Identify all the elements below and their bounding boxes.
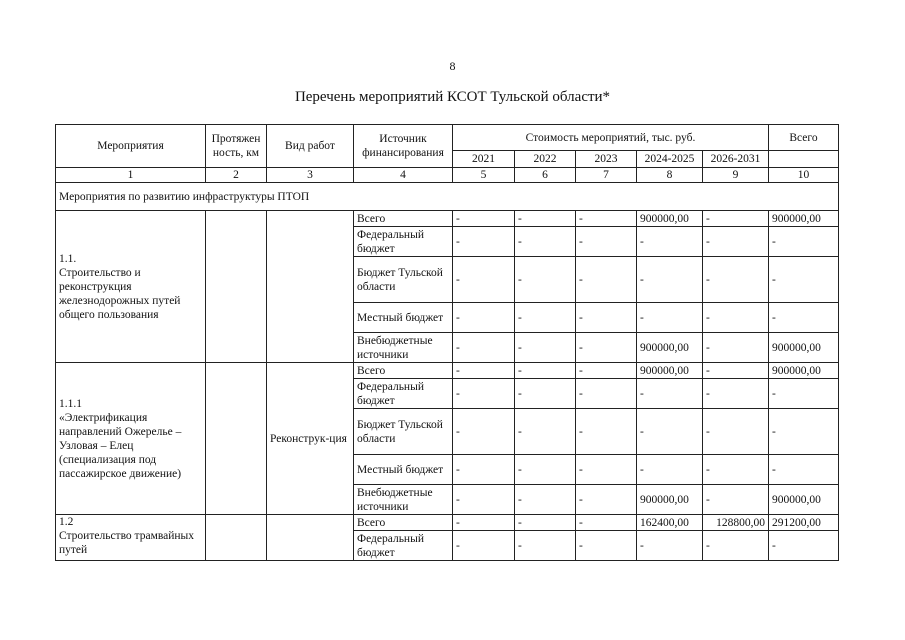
- header-cost: Стоимость мероприятий, тыс. руб.: [453, 125, 769, 151]
- source-cell: Бюджет Тульской области: [354, 257, 453, 303]
- column-number: 5: [453, 168, 515, 183]
- column-number: 4: [354, 168, 453, 183]
- value-cell: -: [453, 227, 515, 257]
- value-cell: -: [637, 257, 703, 303]
- header-source: Источник финансирования: [354, 125, 453, 168]
- header-worktype: Вид работ: [267, 125, 354, 168]
- header-year: 2021: [453, 151, 515, 168]
- value-cell: -: [703, 485, 769, 515]
- source-cell: Федеральный бюджет: [354, 531, 453, 561]
- length-cell: [206, 211, 267, 363]
- value-cell: -: [453, 531, 515, 561]
- source-cell: Местный бюджет: [354, 303, 453, 333]
- value-cell: -: [453, 257, 515, 303]
- value-cell: -: [576, 257, 637, 303]
- length-cell: [206, 363, 267, 515]
- value-cell: -: [515, 485, 576, 515]
- value-cell: -: [576, 515, 637, 531]
- value-cell: -: [769, 531, 839, 561]
- source-cell: Местный бюджет: [354, 455, 453, 485]
- value-cell: -: [515, 455, 576, 485]
- source-cell: Внебюджетные источники: [354, 333, 453, 363]
- header-total-spacer: [769, 151, 839, 168]
- column-number: 7: [576, 168, 637, 183]
- value-cell: -: [576, 333, 637, 363]
- header-year: 2022: [515, 151, 576, 168]
- value-cell: -: [637, 379, 703, 409]
- value-cell: -: [576, 363, 637, 379]
- value-cell: -: [769, 257, 839, 303]
- column-number: 3: [267, 168, 354, 183]
- value-cell: -: [637, 455, 703, 485]
- value-cell: -: [515, 363, 576, 379]
- header-length: Протяжен ность, км: [206, 125, 267, 168]
- section-title: Мероприятия по развитию инфраструктуры ПТОП: [56, 183, 839, 211]
- value-cell: 900000,00: [769, 363, 839, 379]
- page-title: Перечень мероприятий КСОТ Тульской области*: [294, 89, 611, 105]
- column-number-row: [56, 168, 839, 183]
- value-cell: 900000,00: [637, 485, 703, 515]
- value-cell: 900000,00: [637, 333, 703, 363]
- value-cell: -: [769, 303, 839, 333]
- value-cell: -: [515, 211, 576, 227]
- value-cell: -: [576, 485, 637, 515]
- source-cell: Федеральный бюджет: [354, 379, 453, 409]
- length-cell: [206, 515, 267, 561]
- value-cell: -: [453, 333, 515, 363]
- value-cell: 128800,00: [703, 515, 769, 531]
- value-cell: -: [637, 227, 703, 257]
- value-cell: -: [703, 303, 769, 333]
- value-cell: -: [515, 379, 576, 409]
- value-cell: 900000,00: [637, 211, 703, 227]
- value-cell: -: [515, 409, 576, 455]
- value-cell: 900000,00: [769, 333, 839, 363]
- value-cell: -: [769, 409, 839, 455]
- value-cell: -: [515, 333, 576, 363]
- value-cell: -: [703, 211, 769, 227]
- column-number: 1: [56, 168, 206, 183]
- source-cell: Всего: [354, 363, 453, 379]
- value-cell: -: [703, 531, 769, 561]
- value-cell: 291200,00: [769, 515, 839, 531]
- table-row: [56, 211, 839, 227]
- value-cell: -: [453, 303, 515, 333]
- column-number: 6: [515, 168, 576, 183]
- value-cell: -: [576, 379, 637, 409]
- value-cell: -: [637, 303, 703, 333]
- column-number: 2: [206, 168, 267, 183]
- header-total: Всего: [769, 125, 839, 151]
- source-cell: Всего: [354, 515, 453, 531]
- value-cell: -: [576, 409, 637, 455]
- value-cell: -: [576, 531, 637, 561]
- value-cell: -: [453, 485, 515, 515]
- value-cell: -: [453, 211, 515, 227]
- source-cell: Бюджет Тульской области: [354, 409, 453, 455]
- value-cell: -: [576, 227, 637, 257]
- value-cell: -: [769, 455, 839, 485]
- value-cell: -: [515, 515, 576, 531]
- table-row: [56, 363, 839, 379]
- page-number: 8: [449, 59, 456, 73]
- value-cell: -: [637, 409, 703, 455]
- header-year: 2024-2025: [637, 151, 703, 168]
- value-cell: -: [453, 363, 515, 379]
- value-cell: -: [703, 455, 769, 485]
- worktype-cell: [267, 515, 354, 561]
- value-cell: -: [453, 379, 515, 409]
- event-cell: 1.1. Строительство и реконструкция железнодорожных путей общего пользования: [56, 211, 206, 363]
- worktype-cell: [267, 211, 354, 363]
- value-cell: -: [703, 379, 769, 409]
- events-table: [55, 124, 839, 561]
- value-cell: -: [703, 363, 769, 379]
- source-cell: Внебюджетные источники: [354, 485, 453, 515]
- worktype-cell: Реконструк-ция: [267, 363, 354, 515]
- event-cell: 1.2 Строительство трамвайных путей: [56, 515, 206, 561]
- header-year: 2026-2031: [703, 151, 769, 168]
- header-year: 2023: [576, 151, 637, 168]
- header-events: Мероприятия: [56, 125, 206, 168]
- value-cell: -: [576, 455, 637, 485]
- value-cell: -: [576, 303, 637, 333]
- value-cell: 900000,00: [769, 485, 839, 515]
- value-cell: -: [576, 211, 637, 227]
- value-cell: -: [703, 333, 769, 363]
- value-cell: -: [769, 227, 839, 257]
- value-cell: 162400,00: [637, 515, 703, 531]
- column-number: 9: [703, 168, 769, 183]
- source-cell: Федеральный бюджет: [354, 227, 453, 257]
- column-number: 8: [637, 168, 703, 183]
- value-cell: -: [515, 257, 576, 303]
- source-cell: Всего: [354, 211, 453, 227]
- value-cell: -: [515, 531, 576, 561]
- event-cell: 1.1.1 «Электрификация направлений Ожерелье – Узловая – Елец (специализация под пассажирское движение): [56, 363, 206, 515]
- table-row: [56, 515, 839, 531]
- value-cell: 900000,00: [769, 211, 839, 227]
- value-cell: -: [515, 227, 576, 257]
- value-cell: -: [453, 515, 515, 531]
- value-cell: -: [703, 227, 769, 257]
- value-cell: -: [703, 257, 769, 303]
- value-cell: 900000,00: [637, 363, 703, 379]
- column-number: 10: [769, 168, 839, 183]
- value-cell: -: [769, 379, 839, 409]
- value-cell: -: [453, 409, 515, 455]
- value-cell: -: [515, 303, 576, 333]
- value-cell: -: [637, 531, 703, 561]
- value-cell: -: [453, 455, 515, 485]
- value-cell: -: [703, 409, 769, 455]
